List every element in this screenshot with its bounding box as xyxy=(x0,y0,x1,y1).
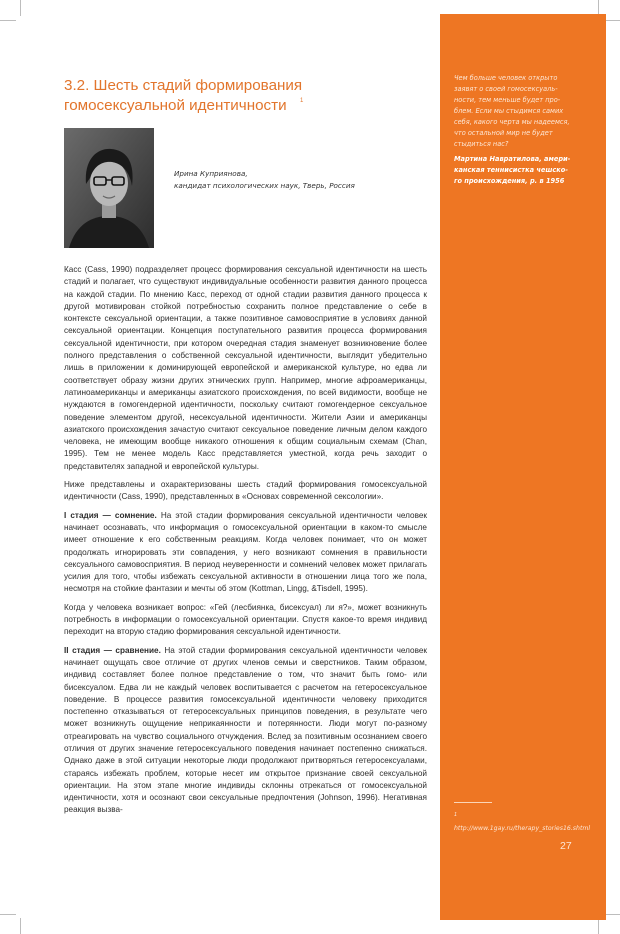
crop-mark xyxy=(20,918,21,934)
epigraph-quote: Чем больше человек открыто заявят о своей гомосексуаль- ности, тем меньше будет про- блем. Если мы стыдимся самих себя, какого черта мы надеемся, что остальной мир не будет стыдиться нас? xyxy=(454,74,570,148)
page-number: 27 xyxy=(560,840,572,852)
stage-1-text: На этой стадии формирования сексуальной идентичности человек начинает осознавать, что информация о гомосексуальной ориентации в каком-то смысле имеет отношение к его собственным реакциям. Когда человек понимает, что он может продолжать игнорировать эти совпадения, у него возникают сомнения в правильности сексуального самовосприятия. В период неуверенности и сомнений человек может прилагать усилия для того, чтобы избежать сексуальной активности в отношении лица того же пола, несмотря на стойкие фантазии и мечты об этом (Kottman, Lingg, &Tisdell, 1995). xyxy=(64,510,427,594)
crop-mark xyxy=(604,914,620,915)
epigraph-author: Мартина Навратилова, амери- канская теннисистка чешско- го происхождения, р. в 1956 xyxy=(454,155,571,185)
stage-2-paragraph xyxy=(64,645,427,817)
stage-2-label: II стадия — сравнение. xyxy=(64,645,161,655)
crop-mark xyxy=(604,20,620,21)
article-body xyxy=(64,264,427,823)
stage-1-paragraph xyxy=(64,510,427,596)
author-credentials: кандидат психологических наук, Тверь, Россия xyxy=(174,181,355,190)
crop-mark xyxy=(20,0,21,16)
footnote-mark: 1 xyxy=(454,812,458,818)
footnote xyxy=(454,810,594,834)
crop-mark xyxy=(0,20,16,21)
section-title: 3.2. Шесть стадий формирования гомосексуальной идентичности xyxy=(64,77,303,114)
body-paragraph: Когда у человека возникает вопрос: «Гей (лесбиянка, бисексуал) ли я?», может возникнуть потребность в информации о гомосексуальной ориентации. Спустя какое-то время индивид переходит на вторую стадию формирования сексуальной идентичности. xyxy=(64,602,427,637)
footnote-link[interactable]: http://www.1gay.ru/therapy_stories16.shtml xyxy=(454,825,591,833)
body-paragraph: Ниже представлены и охарактеризованы шесть стадий формирования гомосексуальной идентичности (Cass, 1990), представленных в «Основах современной сексологии». xyxy=(64,480,427,502)
title-footnote-mark: 1 xyxy=(300,98,304,104)
crop-mark xyxy=(0,914,16,915)
footnote-divider xyxy=(454,802,492,803)
author-portrait-image xyxy=(64,128,154,248)
crop-mark xyxy=(598,918,599,934)
author-photo xyxy=(64,128,154,248)
stage-1-label: I стадия — сомнение. xyxy=(64,510,157,520)
author-info xyxy=(174,168,355,192)
author-name: Ирина Куприянова, xyxy=(174,169,248,178)
stage-2-text: На этой стадии формирования сексуальной идентичности человек начинает ощущать свое отличие от других членов семьи и сверстников. Таким образом, индивид составляет более полное представление о том, что значит быть гомо- или бисексуалом. Едва ли не каждый человек воспитывается с расчетом на гетеросексуальное поведение. В процессе развития гомосексуальной идентичности человеку приходится постепенно отказываться от гетеросексуальных принципов поведения, в результате чего может возникнуть ощущение неприкаянности и потерянности. Люди могут по-разному отреагировать на чувство социального отчуждения. Вслед за позитивным осознанием своего отличия от других значение гетеросексуального поведения начинает постепенно снижаться. Однако даже в этой ситуации некоторые люди продолжают притворяться гетеросексуалами, стараясь избежать проблем, которые несет им открытое признание своей сексуальной ориентации. На этом этапе многие индивиды склонны отрекаться от гомосексуальной идентичности, хотя и осознают свои сексуальные предпочтения (Johnson, 1996). Негативная реакция вызва- xyxy=(64,645,427,815)
body-paragraph: Касс (Cass, 1990) подразделяет процесс формирования сексуальной идентичности на шесть стадий и полагает, что существуют индивидуальные особенности развития данного процесса на каждой стадии. По мнению Касс, переход от одной стадии развития данного процесса к другой мотивирован стойкой потребностью сохранить полное представление о себе в контексте сексуальной ориентации, а также позитивное самовосприятие в условиях данной сексуальной ориентации. Концепция поступательного развития процесса формирования сексуальной идентичности, при котором очередная стадия знаменует возникновение более полного представления о собственной сексуальной идентичности, выглядит убедительно лишь в приложении к доминирующей европейской и американской культуре, но едва ли соответствует образу жизни других этнических групп. Например, многие афроамериканцы, латиноамериканцы и американцы азиатского происхождения, по всей видимости, вообще не нуждаются в гомогендерной идентичности, поскольку считают гомогендерное сексуальное поведение элементом другой, несексуальной идентичности. Жители Азии и американцы азиатского происхождения зачастую считают сексуальное поведение личным делом каждого человека, не имеющим вообще никакого отношения к общим социальным схемам (Chan, 1995). Тем не менее модель Касс представляется уместной, когда речь заходит о представителях западной и европейской культуры. xyxy=(64,265,427,471)
